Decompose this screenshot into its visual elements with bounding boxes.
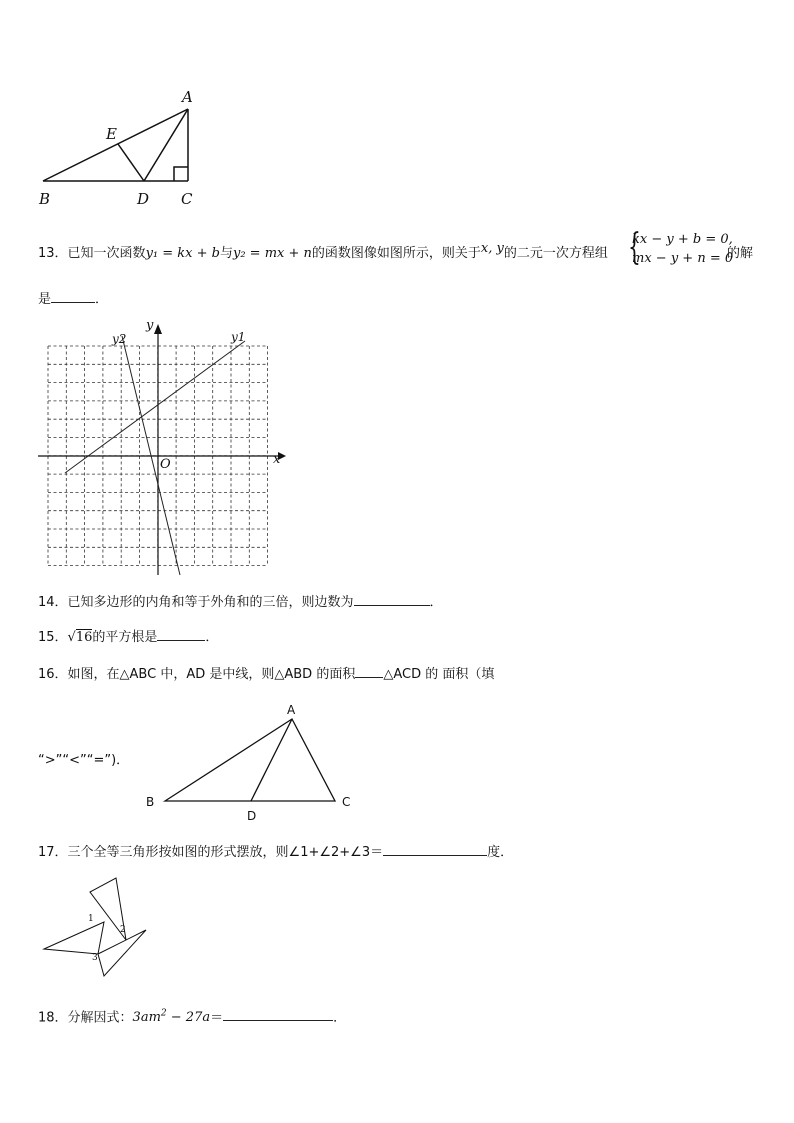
point-label-B: B: [39, 190, 51, 208]
angle-label-2: 2: [120, 925, 126, 935]
question-17: 17．三个全等三角形按如图的形式摆放，则∠1+∠2+∠3＝ 度．: [38, 845, 514, 860]
answer-blank-17[interactable]: [383, 843, 487, 856]
y-axis-label: y: [146, 318, 154, 333]
coordinate-graph: [30, 318, 290, 580]
point-label-C: C: [342, 795, 351, 809]
point-label-B: B: [146, 795, 155, 809]
question-13-line-1: 13．已知一次函数y₁ = kx + b与y₂ = mx + n的函数图像如图所示，则关于x, y的二元一次方程组: [38, 241, 608, 261]
brace-icon: {: [628, 227, 641, 268]
origin-label: O: [160, 457, 171, 472]
line-y2-label: y2: [112, 332, 127, 346]
point-label-E: E: [106, 125, 117, 143]
variables-xy: x, y: [480, 241, 504, 256]
question-15: 15．√16的平方根是 ．: [38, 630, 219, 645]
equation-y2: y₂ = mx + n: [232, 246, 312, 261]
x-axis-label: x: [273, 452, 281, 467]
answer-blank-13[interactable]: [51, 290, 95, 303]
point-label-D: D: [137, 190, 150, 208]
question-13-line-2: 是 ．: [38, 292, 109, 307]
answer-blank-14[interactable]: [354, 593, 430, 606]
point-label-A: A: [287, 703, 296, 717]
system-eq-1: kx − y + b = 0,: [632, 232, 733, 247]
point-label-A: A: [182, 88, 193, 106]
point-label-C: C: [181, 190, 193, 208]
expression: $3am^2 - 27a$: [132, 1009, 211, 1026]
question-14: 14．已知多边形的内角和等于外角和的三倍，则边数为 ．: [38, 595, 443, 610]
angle-label-3: 3: [92, 953, 98, 963]
question-16-line-1: 16．如图，在△ABC 中，AD 是中线，则△ABD 的面积 △ACD 的 面积（填: [38, 667, 495, 682]
equation-y1: y₁ = kx + b: [145, 246, 220, 261]
line-y1-label: y1: [231, 330, 246, 344]
answer-blank-16[interactable]: [355, 665, 383, 678]
radicand: 16: [75, 630, 93, 645]
equation-system: [628, 227, 734, 268]
point-label-D: D: [247, 809, 257, 823]
three-triangles-figure: [40, 872, 155, 982]
question-16-line-2: “>”“<”“=”)．: [38, 753, 130, 768]
answer-blank-15[interactable]: [157, 628, 205, 641]
question-18: 18．分解因式：$3am^2 - 27a=$ ．: [38, 1009, 347, 1026]
triangle-figure-16: [160, 715, 340, 805]
answer-blank-18[interactable]: [223, 1008, 333, 1021]
system-eq-2: mx − y + n = 0: [632, 251, 734, 266]
sqrt-icon: √: [67, 630, 76, 645]
question-13-tail: 的解: [727, 246, 754, 261]
angle-label-1: 1: [88, 914, 94, 924]
